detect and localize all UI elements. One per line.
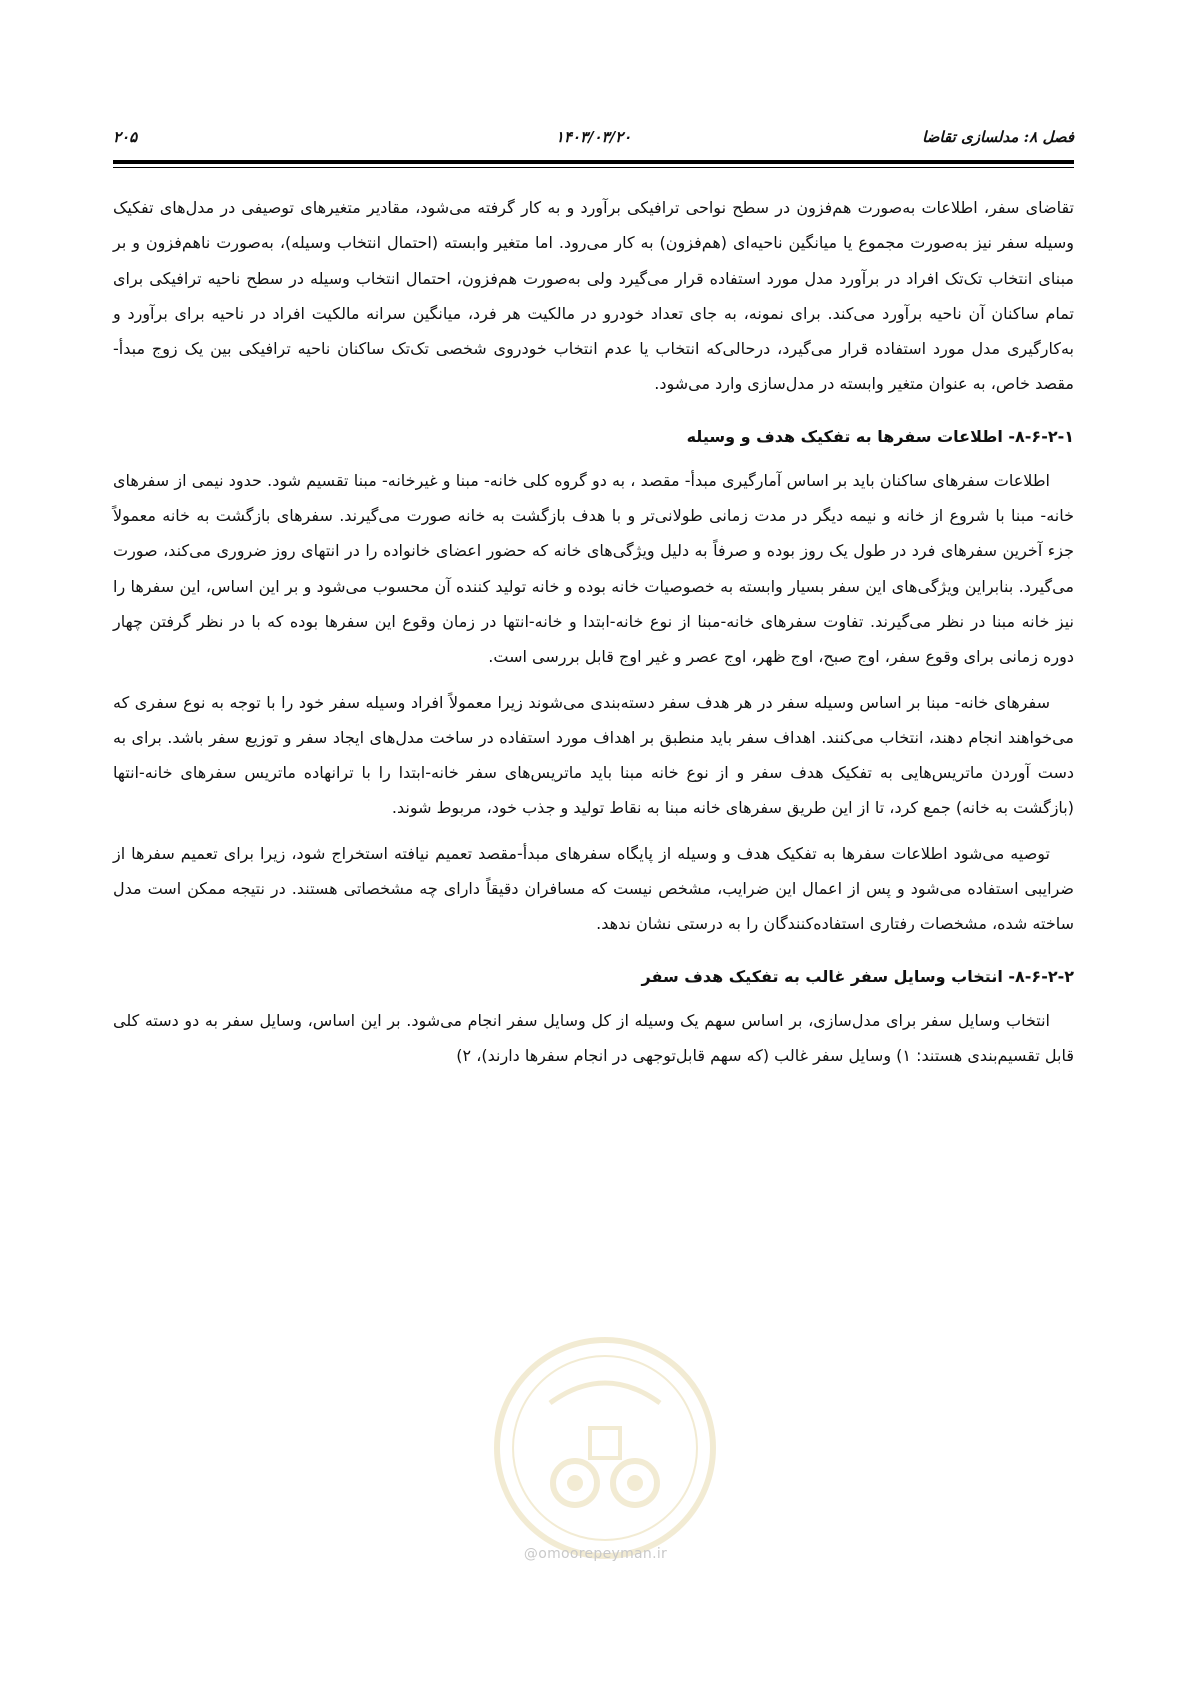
watermark-seal-icon bbox=[490, 1333, 720, 1563]
page-header bbox=[113, 128, 1074, 154]
header-rule-thin bbox=[113, 167, 1074, 168]
page-body bbox=[113, 190, 1074, 1073]
paragraph-3: سفرهای خانه- مبنا بر اساس وسیله سفر در هر هدف سفر دسته‌بندی می‌شوند زیرا معمولاً افراد وسیله سفر خود را با توجه به نوع سفری که می‌خواهند انجام دهند، انتخاب می‌کنند. اهداف سفر باید منطبق بر اهداف مورد استفاده در ساخت مدل‌های ایجاد سفر و توزیع سفر باشد. برای به دست آوردن ماتریس‌هایی به تفکیک هدف سفر و از نوع خانه مبنا باید ماتریس‌های سفر خانه-ابتدا را با ترانهاده ماتریس سفرهای خانه-انتها (بازگشت به خانه) جمع کرد، تا از این طریق سفرهای خانه مبنا به نقاط تولید و جذب خود، مربوط شوند. bbox=[113, 692, 1074, 818]
section-heading-1: ۸-۶-۲-۱- اطلاعات سفرها به تفکیک هدف و وسیله bbox=[686, 426, 1074, 446]
header-date: ۱۴۰۳/۰۳/۲۰ bbox=[555, 128, 632, 146]
header-rule-thick bbox=[113, 160, 1074, 164]
section-heading-2: ۸-۶-۲-۲- انتخاب وسایل سفر غالب به تفکیک هدف سفر bbox=[641, 966, 1074, 986]
page-number: ۲۰۵ bbox=[113, 128, 138, 146]
paragraph-4: توصیه می‌شود اطلاعات سفرها به تفکیک هدف و وسیله از پایگاه سفرهای مبدأ-مقصد تعمیم نیافته استخراج شود، زیرا برای تعمیم سفرها از ضرایبی استفاده می‌شود و پس از اعمال این ضرایب، مشخص نیست که مسافران دقیقاً دارای چه مشخصاتی هستند. در نتیجه ممکن است مدل ساخته شده، مشخصات رفتاری استفاده‌کنندگان را به درستی نشان ندهد. bbox=[113, 843, 1074, 934]
paragraph-2: اطلاعات سفرهای ساکنان باید بر اساس آمارگیری مبدأ- مقصد ، به دو گروه کلی خانه- مبنا و غیرخانه- مبنا تقسیم شود. حدود نیمی از سفرهای خانه- مبنا با شروع از خانه و نیمه دیگر در مدت زمانی طولانی‌تر و با هدف بازگشت به خانه صورت می‌گیرند. سفرهای بازگشت به خانه معمولاً جزء آخرین سفرهای فرد در طول یک روز بوده و صرفاً به دلیل ویژگی‌های خانه که حضور اعضای خانواده را در انتهای روز ضروری می‌کند، صورت می‌گیرد. بنابراین ویژگی‌های این سفر بسیار وابسته به خصوصیات خانه بوده و خانه تولید کننده آن محسوب می‌شود و بر این اساس، این سفرها را نیز خانه مبنا در نظر می‌گیرند. تفاوت سفرهای خانه-مبنا از نوع خانه-ابتدا و خانه-انتها در زمان وقوع این سفرها بوده که با در نظر گرفتن چهار دوره زمانی برای وقوع سفر، اوج صبح، اوج ظهر، اوج عصر و غیر اوج قابل بررسی است. bbox=[113, 470, 1074, 667]
paragraph-5: انتخاب وسایل سفر برای مدل‌سازی، بر اساس سهم یک وسیله از کل وسایل سفر انجام می‌شود. بر این اساس، وسایل سفر به دو دسته کلی قابل تقسیم‌بندی هستند: ۱) وسایل سفر غالب (که سهم قابل‌توجهی در انجام سفرها دارند)، ۲) bbox=[113, 1010, 1074, 1065]
watermark-caption: @omoorepeyman.ir bbox=[523, 1546, 668, 1562]
paragraph-1: تقاضای سفر، اطلاعات به‌صورت هم‌فزون در سطح نواحی ترافیکی برآورد و به کار گرفته می‌شود، مقادیر متغیرهای توصیفی در مدل‌های تفکیک وسیله سفر نیز به‌صورت مجموع یا میانگین ناحیه‌ای (هم‌فزون) به کار می‌رود. اما متغیر وابسته (احتمال انتخاب وسیله)، به‌صورت ناهم‌فزون و بر مبنای انتخاب تک‌تک افراد در برآورد مدل مورد استفاده قرار می‌گیرد ولی به‌صورت هم‌فزون، احتمال انتخاب وسیله در سطح ناحیه ترافیکی برای تمام ساکنان آن ناحیه برآورد می‌کند. برای نمونه، به جای تعداد خودرو در مالکیت هر فرد، میانگین سرانه مالکیت افراد در ناحیه برای برآورد و به‌کارگیری مدل مورد استفاده قرار می‌گیرد، درحالی‌که انتخاب یا عدم انتخاب خودروی شخصی تک‌تک ساکنان ناحیه ترافیکی بین یک زوج مبدأ-مقصد خاص، به عنوان متغیر وابسته در مدل‌سازی وارد می‌شود. bbox=[113, 198, 1074, 394]
chapter-title: فصل ۸: مدلسازی تقاضا bbox=[922, 128, 1074, 146]
